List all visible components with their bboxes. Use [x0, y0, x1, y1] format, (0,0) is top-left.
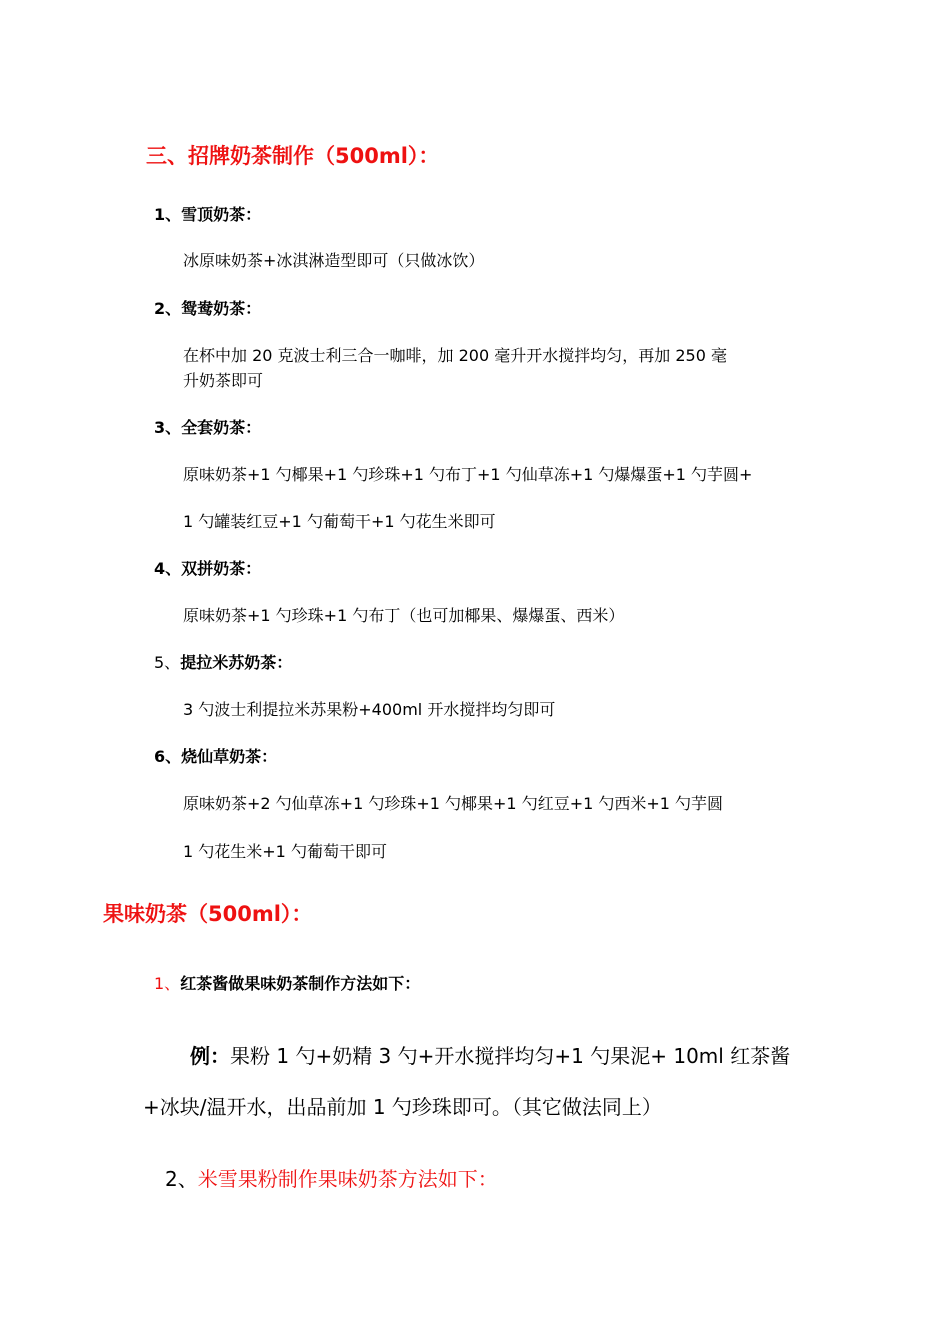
example-line-2: +冰块/温开水，出品前加 1 勺珍珠即可。（其它做法同上）: [143, 1095, 662, 1119]
item-title-1: 1、雪顶奶茶：: [154, 205, 262, 224]
item-line: 原味奶茶+1 勺椰果+1 勺珍珠+1 勺布丁+1 勺仙草冻+1 勺爆爆蛋+1 勺芋圆+: [183, 465, 753, 484]
item-line: 升奶茶即可: [183, 371, 264, 390]
method-text: 红茶酱做果味奶茶制作方法如下：: [180, 974, 421, 993]
item-title-text: 提拉米苏奶茶：: [180, 653, 293, 672]
item-line: 3 勺波士利提拉米苏果粉+400ml 开水搅拌均匀即可: [183, 700, 556, 719]
item-line: 1 勺花生米+1 勺葡萄干即可: [183, 842, 387, 861]
method-text: 米雪果粉制作果味奶茶方法如下：: [197, 1167, 498, 1191]
item-title-4: 4、双拼奶茶：: [154, 559, 262, 578]
item-line: 原味奶茶+2 勺仙草冻+1 勺珍珠+1 勺椰果+1 勺红豆+1 勺西米+1 勺芋圆: [183, 794, 724, 813]
example-label: 例：: [190, 1044, 230, 1068]
fruit-section-title: 果味奶茶（500ml）：: [103, 902, 313, 926]
method-num: 2、: [165, 1167, 198, 1191]
fruit-method-1: [154, 971, 420, 994]
item-title-2: 2、鸳鸯奶茶：: [154, 299, 262, 318]
item-title-3: 3、全套奶茶：: [154, 418, 262, 437]
item-line: 冰原味奶茶+冰淇淋造型即可（只做冰饮）: [183, 251, 485, 270]
example-line-1: [190, 1040, 790, 1069]
section-title: 三、招牌奶茶制作（500ml）：: [146, 144, 440, 168]
fruit-method-2: [165, 1163, 498, 1192]
item-title-6: 6、烧仙草奶茶：: [154, 747, 278, 766]
item-line: 1 勺罐装红豆+1 勺葡萄干+1 勺花生米即可: [183, 512, 496, 531]
item-line: 在杯中加 20 克波士利三合一咖啡，加 200 毫升开水搅拌均匀，再加 250 毫: [183, 346, 727, 365]
method-num: 1、: [154, 974, 181, 993]
item-title-num: 5、: [154, 653, 181, 672]
example-text: 果粉 1 勺+奶精 3 勺+开水搅拌均匀+1 勺果泥+ 10ml 红茶酱: [230, 1044, 791, 1068]
item-title-5: [154, 650, 292, 673]
item-line: 原味奶茶+1 勺珍珠+1 勺布丁（也可加椰果、爆爆蛋、西米）: [183, 606, 625, 625]
